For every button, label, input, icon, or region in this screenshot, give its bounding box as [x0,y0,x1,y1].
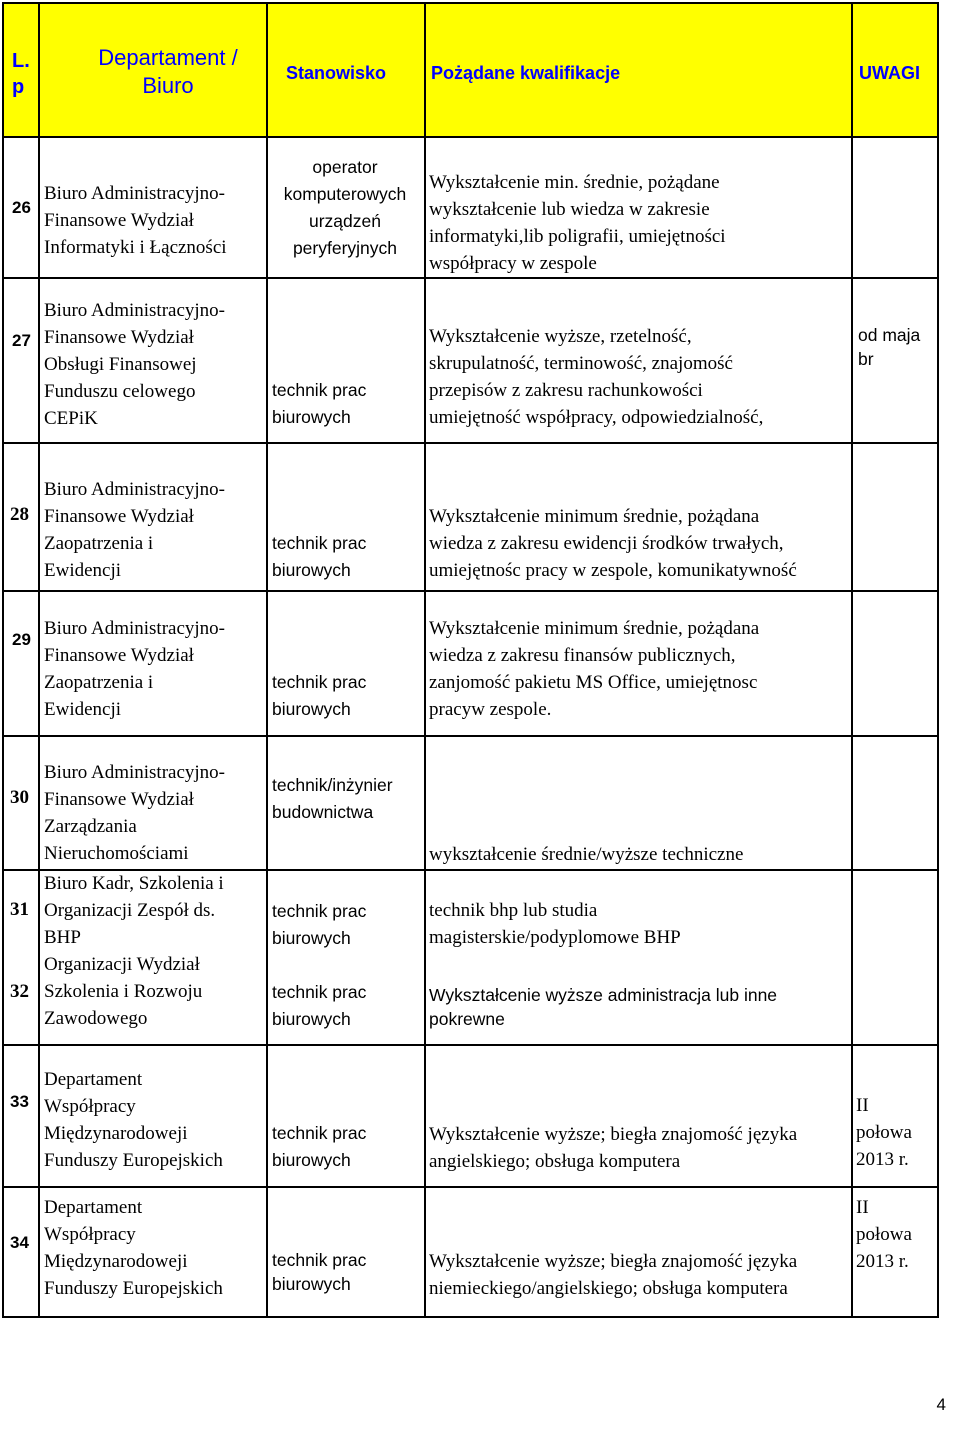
qualification-line: Wykształcenie wyższe; biegła znajomość języka [429,1124,798,1145]
row-qualifications-cell [425,736,852,870]
remark-line: połowa [856,1224,912,1245]
row-lp-cell [3,278,39,443]
position-line: technik prac [272,672,367,692]
department-line: Współpracy [44,1224,136,1245]
department-line: Departament [44,1069,143,1090]
row-department-cell [39,591,267,736]
position-line: technik prac [272,533,367,553]
department-line: CEPiK [44,408,98,429]
qualification-line: angielskiego; obsługa komputera [429,1151,681,1172]
qualification-line: informatyki,lib poligrafii, umiejętności [429,226,726,247]
table-row [3,870,938,1045]
header-remarks-label: UWAGI [859,63,920,83]
qualification-line: Wykształcenie wyższe, rzetelność, [429,326,692,347]
department-line: Zawodowego [44,1008,148,1029]
department-line: Organizacji Wydział [44,954,200,975]
qualification-line: zanjomość pakietu MS Office, umiejętnosc [429,672,758,693]
header-qualifications [425,3,852,137]
qualification-line: wiedza z zakresu finansów publicznych, [429,645,736,666]
row-lp: 28 [10,504,29,525]
position-line: technik prac [272,1123,367,1143]
department-line: Informatyki i Łączności [44,237,227,258]
row-lp-cell [3,1187,39,1317]
qualification-line: Wykształcenie minimum średnie, pożądana [429,618,760,639]
row-position-cell [267,870,425,1045]
table-row [3,1187,938,1317]
department-line: Finansowe Wydział [44,645,194,666]
remark-line: połowa [856,1122,912,1143]
row-department-cell [39,137,267,278]
qualification-line: umiejętność współpracy, odpowiedzialność, [429,407,764,428]
row-lp-cell [3,870,39,1045]
position-line: budownictwa [272,802,374,822]
department-line: Biuro Administracyjno- [44,762,226,783]
row-qualifications-cell [425,443,852,591]
department-line: Biuro Administracyjno- [44,618,226,639]
header-department [39,3,267,137]
row-lp-cell [3,736,39,870]
position-line: urządzeń [309,211,381,231]
department-line: Zaopatrzenia i [44,533,154,554]
row-lp: 31 [10,899,29,920]
department-line: Finansowe Wydział [44,506,194,527]
row-remarks-cell [852,591,938,736]
row-remarks-cell [852,1045,938,1187]
job-positions-table [2,2,939,1318]
row-qualifications-cell [425,1187,852,1317]
qualification-line: współpracy w zespole [429,253,597,274]
row-department-cell [39,278,267,443]
department-line: Obsługi Finansowej [44,354,197,375]
table-row [3,137,938,278]
position-line: technik/inżynier [272,775,393,795]
row-position-cell [267,736,425,870]
qualification-line: Wykształcenie min. średnie, pożądane [429,172,720,193]
department-line: Międzynarodoweji [44,1123,188,1144]
position-line: technik prac [272,901,367,921]
department-line: Nieruchomościami [44,843,189,864]
header-qualifications-label: Pożądane kwalifikacje [431,63,621,83]
remark-line: II [856,1095,869,1116]
position-line: biurowych [272,1274,351,1294]
row-qualifications-cell [425,591,852,736]
qualification-line: skrupulatność, terminowość, znajomość [429,353,733,374]
position-line: peryferyjnych [292,238,398,258]
position-line: biurowych [272,699,351,719]
department-line: BHP [44,927,81,948]
department-line: Organizacji Zespół ds. [44,900,216,921]
row-lp: 32 [10,981,29,1002]
position-line: technik prac [272,982,367,1002]
row-lp: 34 [10,1233,29,1252]
department-line: Biuro Kadr, Szkolenia i [44,873,224,894]
row-department-cell [39,1045,267,1187]
position-line: biurowych [272,407,351,427]
department-line: Finansowe Wydział [44,789,194,810]
qualification-line: przepisów z zakresu rachunkowości [429,380,703,401]
department-line: Funduszu celowego [44,381,196,402]
row-qualifications-cell [425,1045,852,1187]
header-lp-line-2: p [12,76,25,98]
qualification-line: niemieckiego/angielskiego; obsługa komputera [429,1278,788,1299]
department-line: Szkolenia i Rozwoju [44,981,203,1002]
position-line: biurowych [272,1009,351,1029]
row-qualifications-cell [425,137,852,278]
position-line: operator [312,157,378,177]
department-line: Finansowe Wydział [44,327,194,348]
row-lp-cell [3,137,39,278]
department-line: Zarządzania [44,816,137,837]
position-line: biurowych [272,560,351,580]
qualification-line: magisterskie/podyplomowe BHP [429,927,681,948]
qualification-line: Wykształcenie wyższe; biegła znajomość języka [429,1251,798,1272]
row-position-cell [267,443,425,591]
header-lp [3,3,39,137]
row-qualifications-cell [425,278,852,443]
row-position-cell [267,1187,425,1317]
row-position-cell [267,278,425,443]
qualification-line: pracyw zespole. [429,699,552,720]
header-position-label: Stanowisko [286,63,387,83]
row-position-cell [267,591,425,736]
department-line: Biuro Administracyjno- [44,479,226,500]
position-line: technik prac [272,380,367,400]
qualification-line: Wykształcenie wyższe administracja lub inne [429,985,778,1005]
qualification-line: wykształcenie średnie/wyższe techniczne [429,844,744,865]
position-line: technik prac [272,1250,367,1270]
qualification-line: wiedza z zakresu ewidencji środków trwałych, [429,533,784,554]
row-position-cell [267,137,425,278]
department-line: Finansowe Wydział [44,210,194,231]
header-remarks [852,3,938,137]
row-department-cell [39,1187,267,1317]
row-position-cell [267,1045,425,1187]
department-line: Funduszy Europejskich [44,1278,223,1299]
row-department-cell [39,870,267,1045]
table-row [3,1045,938,1187]
department-line: Funduszy Europejskich [44,1150,223,1171]
department-line: Biuro Administracyjno- [44,183,226,204]
header-position [267,3,425,137]
row-department-cell [39,443,267,591]
page-number: 4 [936,1395,946,1414]
row-remarks-cell [852,278,938,443]
remark-line: II [856,1197,869,1218]
remark-line: 2013 r. [856,1251,909,1272]
remark-line: 2013 r. [856,1149,909,1170]
qualification-line: pokrewne [429,1009,505,1029]
department-line: Biuro Administracyjno- [44,300,226,321]
position-line: komputerowych [283,184,407,204]
row-lp: 29 [12,630,31,649]
header-department-line-2: Biuro [142,73,194,98]
department-line: Departament [44,1197,143,1218]
remark-line: od maja [858,325,921,345]
table-row [3,736,938,870]
remark-line: br [858,349,874,369]
row-remarks-cell [852,443,938,591]
qualification-line: umiejętnośc pracy w zespole, komunikatywność [429,560,797,581]
row-qualifications-cell [425,870,852,1045]
header-lp-line-1: L. [12,50,30,72]
department-line: Współpracy [44,1096,136,1117]
row-remarks-cell [852,137,938,278]
table-row [3,591,938,736]
department-line: Ewidencji [44,560,122,581]
qualification-line: wykształcenie lub wiedza w zakresie [429,199,710,220]
table-row [3,443,938,591]
row-lp: 27 [12,331,31,350]
row-department-cell [39,736,267,870]
table-row [3,278,938,443]
row-lp: 30 [10,787,29,808]
row-lp-cell [3,591,39,736]
department-line: Międzynarodoweji [44,1251,188,1272]
row-lp-cell [3,443,39,591]
qualification-line: Wykształcenie minimum średnie, pożądana [429,506,760,527]
row-lp: 33 [10,1092,29,1111]
position-line: biurowych [272,928,351,948]
header-department-line-1: Departament / [98,45,238,70]
qualification-line: technik bhp lub studia [429,900,598,921]
table-header-row [3,3,938,137]
row-lp: 26 [12,198,31,217]
row-lp-cell [3,1045,39,1187]
row-remarks-cell [852,736,938,870]
department-line: Ewidencji [44,699,122,720]
position-line: biurowych [272,1150,351,1170]
row-remarks-cell [852,1187,938,1317]
department-line: Zaopatrzenia i [44,672,154,693]
row-remarks-cell [852,870,938,1045]
